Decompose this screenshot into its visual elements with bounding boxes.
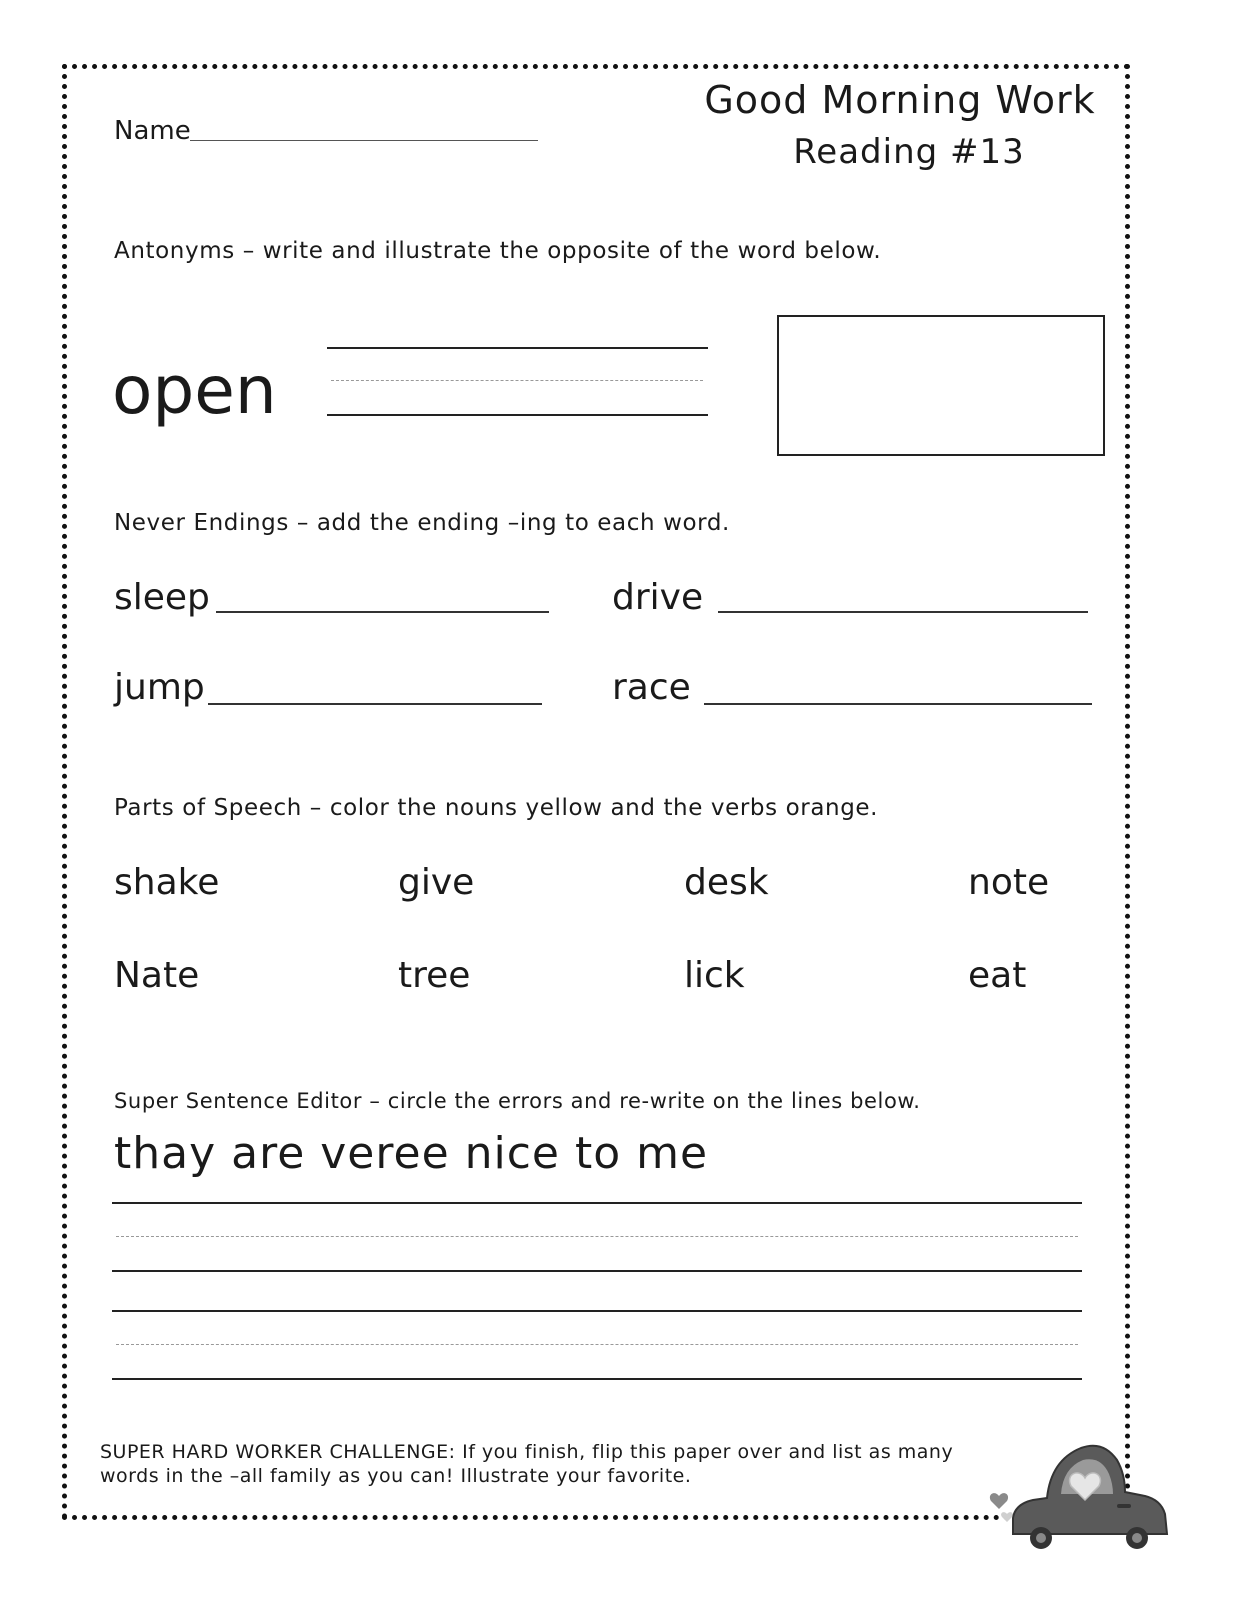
ending-answer-line[interactable] — [208, 703, 542, 705]
antonym-write-line-bottom[interactable] — [327, 414, 708, 416]
never-endings-instruction: Never Endings – add the ending –ing to each word. — [114, 510, 730, 536]
illustration-box[interactable] — [777, 315, 1105, 456]
rewrite-line-mid-1 — [116, 1236, 1078, 1237]
name-label: Name — [114, 116, 191, 146]
antonym-write-line-top[interactable] — [327, 347, 708, 349]
parts-of-speech-instruction: Parts of Speech – color the nouns yellow and the verbs orange. — [114, 795, 879, 821]
antonym-write-line-mid — [331, 380, 703, 381]
ending-word-race: race — [612, 667, 691, 708]
speech-word[interactable]: eat — [968, 955, 1027, 996]
ending-answer-line[interactable] — [704, 703, 1092, 705]
page-title: Good Morning Work — [704, 78, 1096, 122]
ending-word-jump: jump — [114, 667, 205, 708]
speech-word[interactable]: shake — [114, 862, 220, 903]
name-field-line[interactable] — [190, 140, 538, 141]
challenge-text — [100, 1440, 1000, 1488]
rewrite-line-bottom-2[interactable] — [112, 1378, 1082, 1380]
challenge-line-1: SUPER HARD WORKER CHALLENGE: If you finish, flip this paper over and list as many — [100, 1441, 954, 1463]
rewrite-line-top-2[interactable] — [112, 1310, 1082, 1312]
challenge-line-2: words in the –all family as you can! Illustrate your favorite. — [100, 1465, 692, 1487]
antonym-word: open — [112, 352, 277, 429]
antonyms-instruction: Antonyms – write and illustrate the opposite of the word below. — [114, 238, 882, 264]
speech-word[interactable]: give — [398, 862, 475, 903]
ending-word-sleep: sleep — [114, 577, 210, 618]
speech-word[interactable]: Nate — [114, 955, 200, 996]
rewrite-line-top-1[interactable] — [112, 1202, 1082, 1204]
ending-answer-line[interactable] — [216, 611, 549, 613]
speech-word[interactable]: desk — [684, 862, 769, 903]
dotted-page-border — [62, 64, 1130, 1520]
ending-word-drive: drive — [612, 577, 704, 618]
rewrite-line-mid-2 — [116, 1344, 1078, 1345]
speech-word[interactable]: note — [968, 862, 1050, 903]
rewrite-line-bottom-1[interactable] — [112, 1270, 1082, 1272]
sentence-to-edit[interactable]: thay are veree nice to me — [114, 1128, 709, 1179]
page-subtitle: Reading #13 — [793, 132, 1025, 172]
car-with-heart-icon — [985, 1430, 1175, 1550]
speech-word[interactable]: lick — [684, 955, 745, 996]
sentence-editor-instruction: Super Sentence Editor – circle the errors and re-write on the lines below. — [114, 1089, 921, 1113]
ending-answer-line[interactable] — [718, 611, 1088, 613]
speech-word[interactable]: tree — [398, 955, 471, 996]
